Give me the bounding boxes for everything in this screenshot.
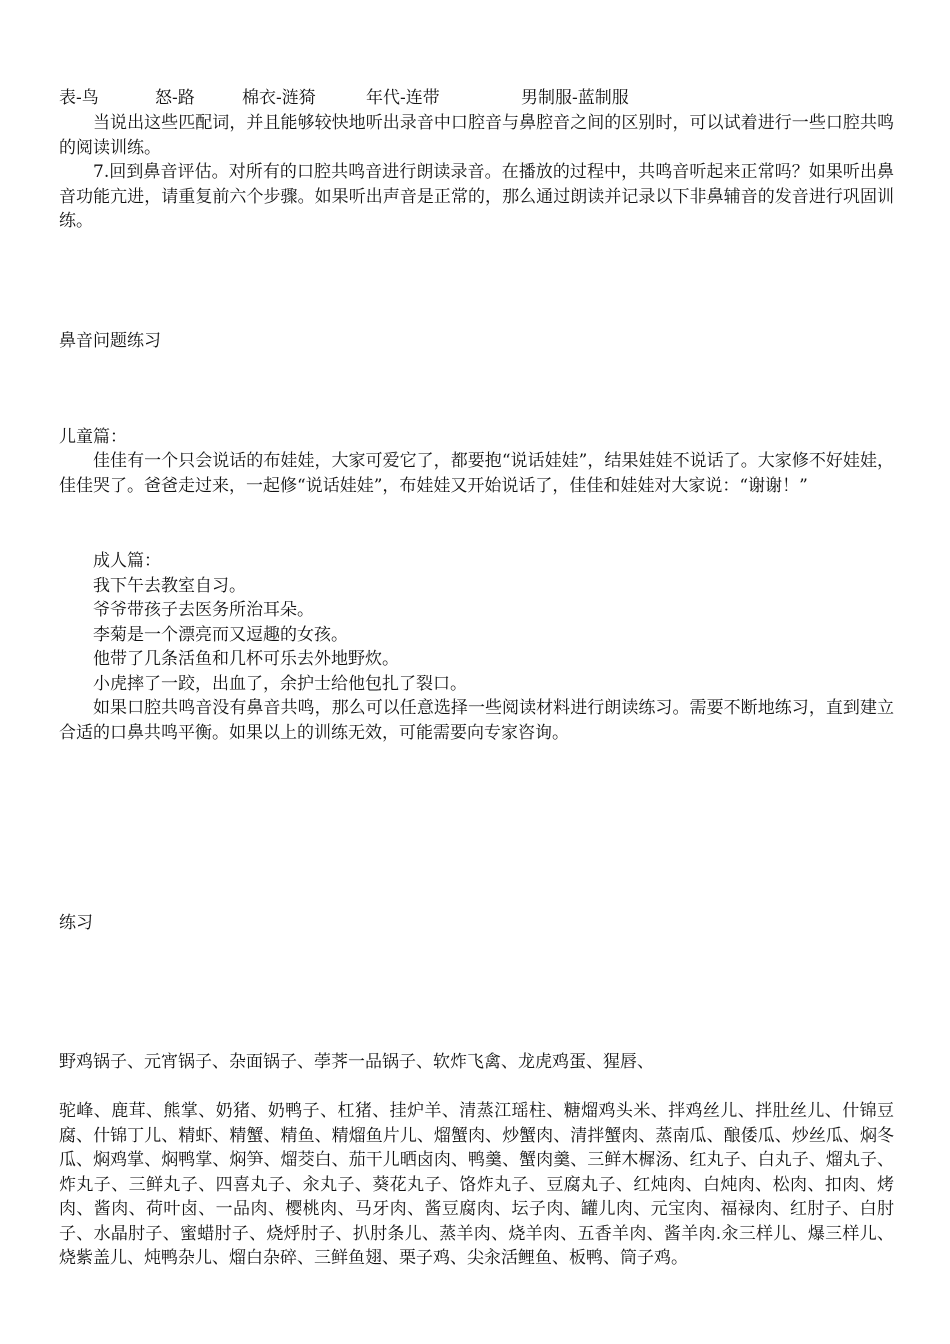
adult-sentence: 他带了几条活鱼和几杯可乐去外地野炊。 (93, 649, 399, 669)
word-pair: 表-鸟 (59, 88, 99, 108)
section-heading-nasal-practice: 鼻音问题练习 (59, 331, 161, 351)
word-pairs-row (59, 86, 894, 110)
children-heading: 儿童篇： (59, 427, 127, 447)
adult-heading: 成人篇： (93, 551, 161, 571)
children-story-paragraph: 佳佳有一个只会说话的布娃娃，大家可爱它了，都要抱“说话娃娃”，结果娃娃不说话了。大家修不好娃娃，佳佳哭了。爸爸走过来，一起修“说话娃娃”，布娃娃又开始说话了，佳佳和娃娃对大家说：“谢谢！” (59, 451, 894, 496)
closing-paragraph: 如果口腔共鸣音没有鼻音共鸣，那么可以任意选择一些阅读材料进行朗读练习。需要不断地练习，直到建立合适的口鼻共鸣平衡。如果以上的训练无效，可能需要向专家咨询。 (59, 698, 894, 743)
word-pair: 年代-连带 (366, 88, 440, 108)
word-pair: 棉衣-涟猗 (242, 88, 316, 108)
step-7-paragraph: 7.回到鼻音评估。对所有的口腔共鸣音进行朗读录音。在播放的过程中，共鸣音听起来正常吗？如果听出鼻音功能亢进，请重复前六个步骤。如果听出声音是正常的，那么通过朗读并记录以下非鼻辅音的发音进行巩固训练。 (59, 162, 894, 231)
section-heading-practice: 练习 (59, 913, 93, 933)
pairs-explanation-paragraph: 当说出这些匹配词，并且能够较快地听出录音中口腔音与鼻腔音之间的区别时，可以试着进行一些口腔共鸣的阅读训练。 (59, 113, 894, 158)
dishes-first-line: 野鸡锅子、元宵锅子、杂面锅子、荸荠一品锅子、软炸飞禽、龙虎鸡蛋、猩唇、 (59, 1052, 654, 1072)
word-pair: 男制服-蓝制服 (521, 88, 629, 108)
adult-sentence: 李菊是一个漂亮而又逗趣的女孩。 (93, 625, 348, 645)
adult-sentence: 小虎摔了一跤，出血了，余护士给他包扎了裂口。 (93, 674, 467, 694)
word-pair: 怒-路 (155, 88, 195, 108)
adult-sentence: 爷爷带孩子去医务所治耳朵。 (93, 600, 314, 620)
adult-sentence: 我下午去教室自习。 (93, 576, 246, 596)
dishes-paragraph: 驼峰、鹿茸、熊掌、奶猪、奶鸭子、杠猪、挂炉羊、清蒸江瑶柱、糖熘鸡头米、拌鸡丝儿、拌肚丝儿、什锦豆腐、什锦丁儿、精虾、精蟹、精鱼、精熘鱼片儿、熘蟹肉、炒蟹肉、清拌蟹肉、蒸南瓜、酿倭瓜、炒丝瓜、焖冬瓜、焖鸡掌、焖鸭掌、焖笋、熘茭白、茄干儿晒卤肉、鸭羹、蟹肉羹、三鲜木樨汤、红丸子、白丸子、熘丸子、炸丸子、三鲜丸子、四喜丸子、汆丸子、葵花丸子、饹炸丸子、豆腐丸子、红炖肉、白炖肉、松肉、扣肉、烤肉、酱肉、荷叶卤、一品肉、樱桃肉、马牙肉、酱豆腐肉、坛子肉、罐儿肉、元宝肉、福禄肉、红肘子、白肘子、水晶肘子、蜜蜡肘子、烧烀肘子、扒肘条儿、蒸羊肉、烧羊肉、五香羊肉、酱羊肉.汆三样儿、爆三样儿、烧紫盖儿、炖鸭杂儿、熘白杂碎、三鲜鱼翅、栗子鸡、尖汆活鲤鱼、板鸭、筒子鸡。 (59, 1101, 894, 1268)
